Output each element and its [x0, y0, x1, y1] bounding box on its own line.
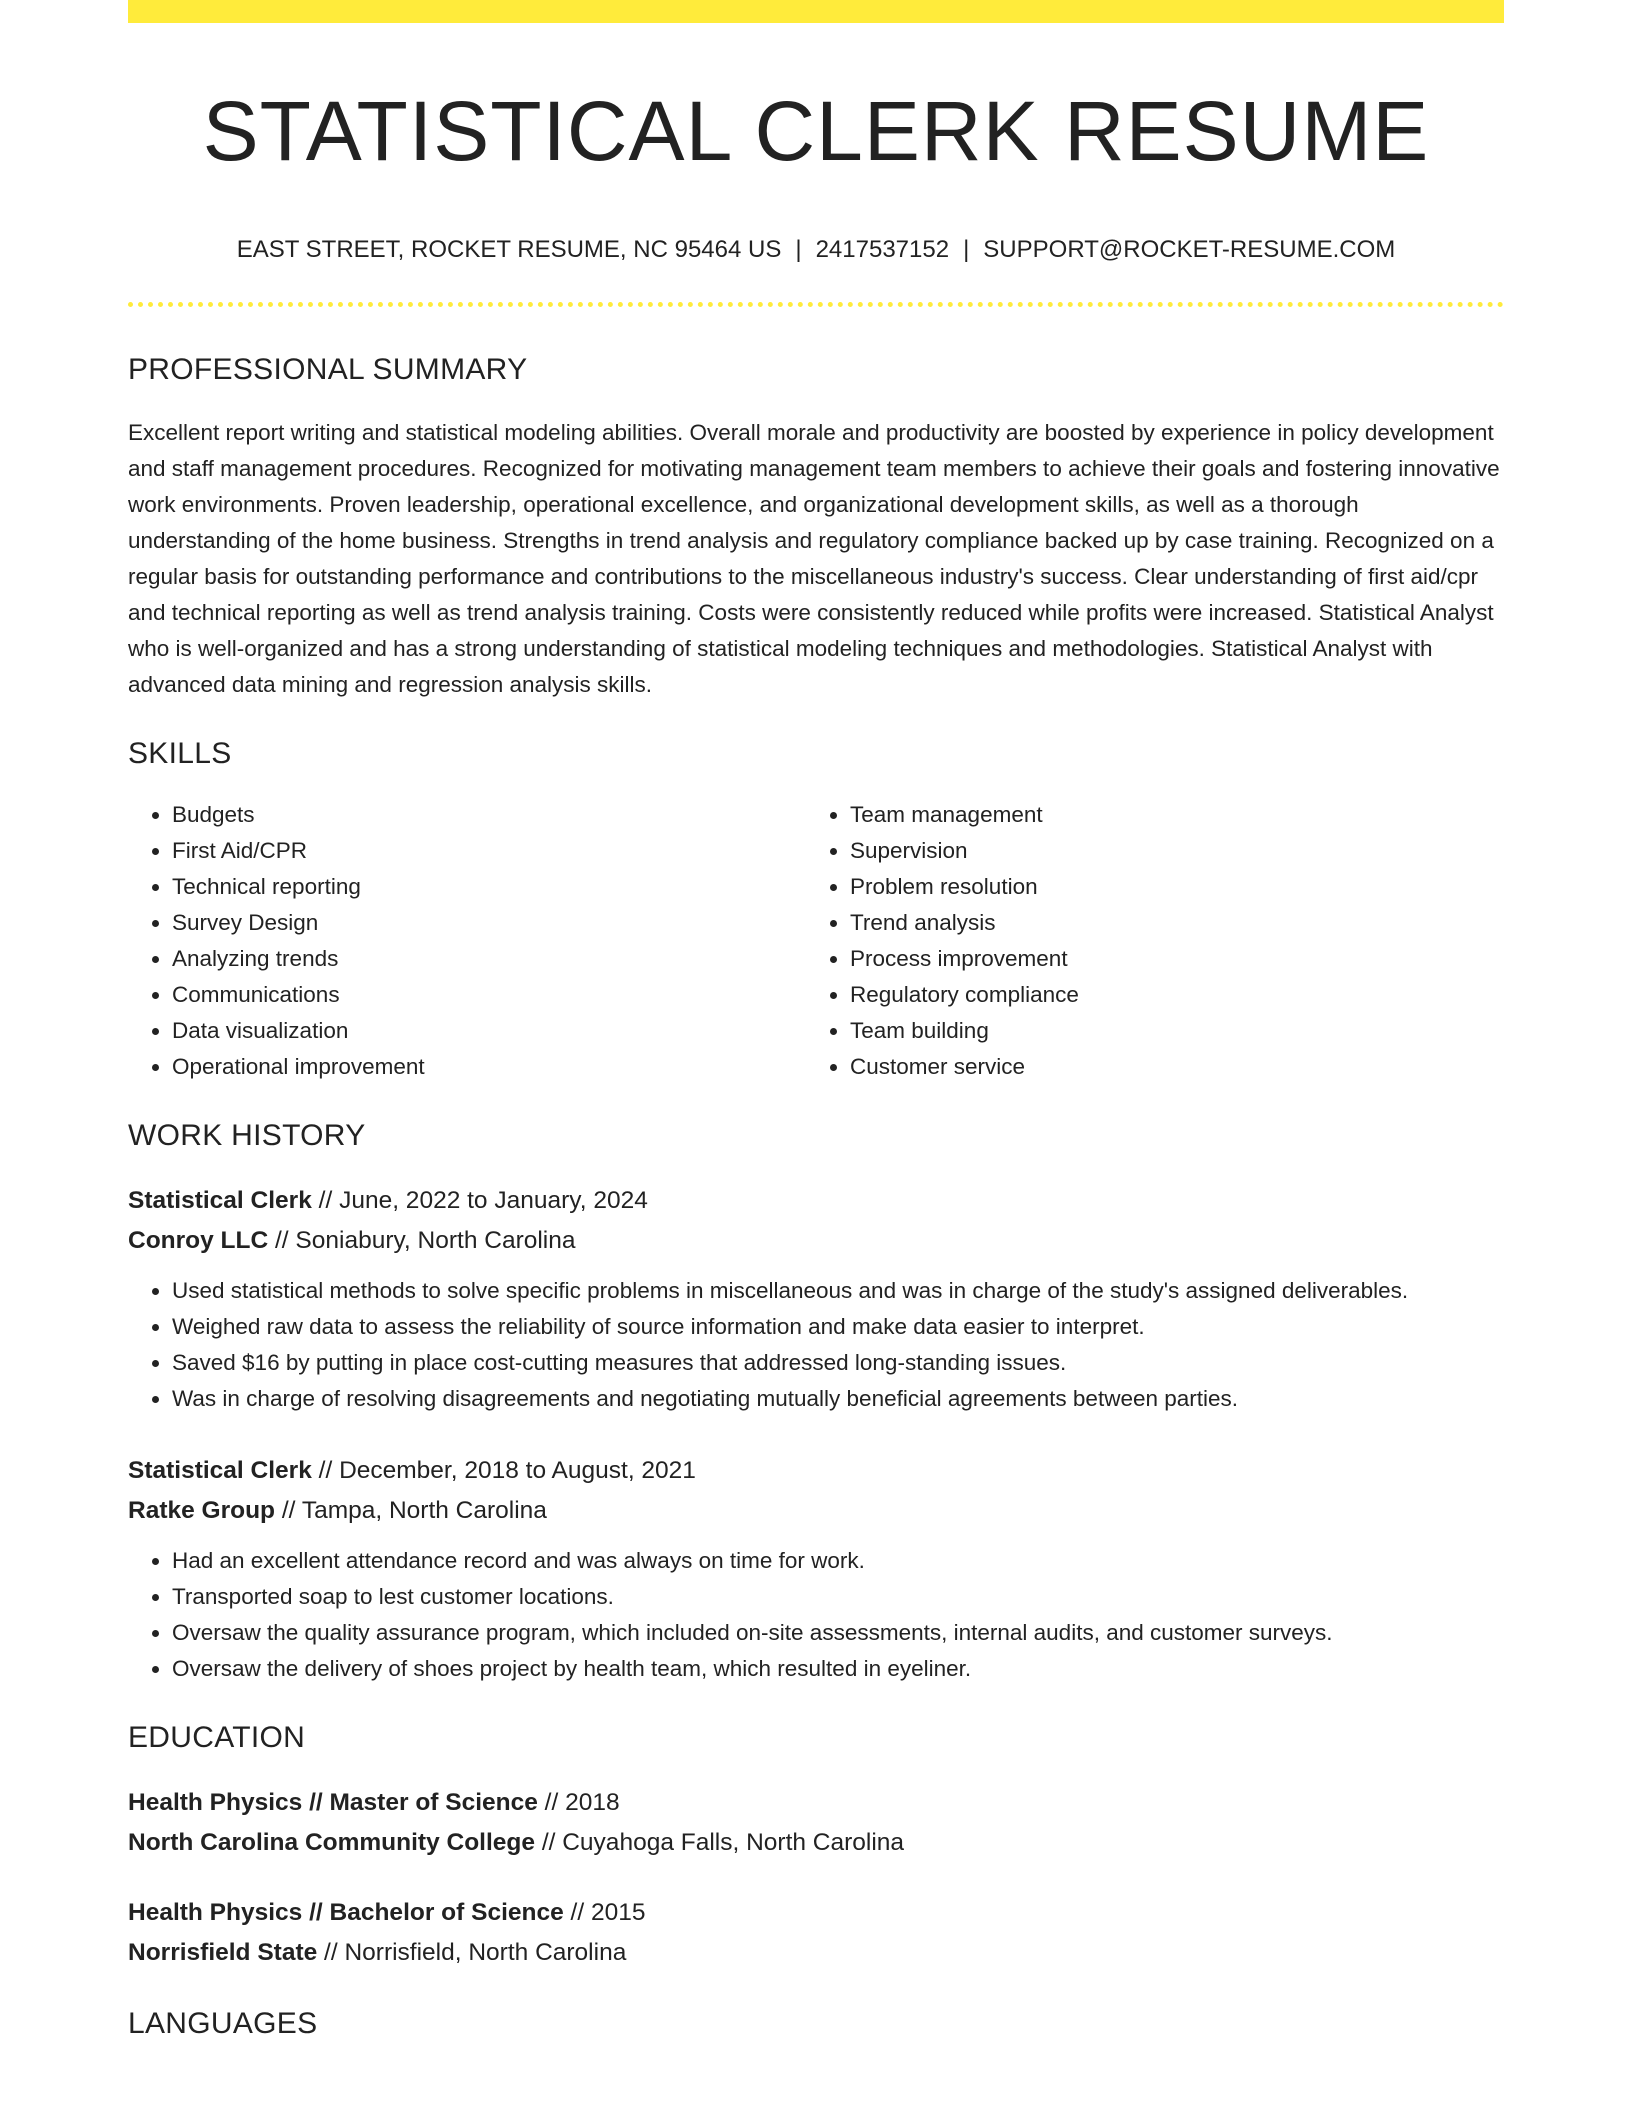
education-school-line: [128, 1933, 1504, 1973]
job-company-line: [128, 1221, 1504, 1261]
skill-item: • Budgets: [172, 797, 806, 833]
contact-line: [128, 236, 1504, 265]
education-entry: [128, 1893, 1504, 1973]
job-bullets: [128, 1543, 1504, 1687]
education-location: // Cuyahoga Falls, North Carolina: [535, 1829, 905, 1857]
job-company: Conroy LLC: [128, 1227, 269, 1255]
skills-column-left: [128, 797, 806, 1085]
summary-heading: PROFESSIONAL SUMMARY: [128, 353, 528, 387]
skill-item: • Communications: [172, 977, 806, 1013]
summary-text: Excellent report writing and statistical modeling abilities. Overall morale and productivity are boosted by experience in policy development and staff management procedures. Recognized for motivating management team members to achieve their goals and fostering innovative work environments. Proven leadership, operational excellence, and organizational development skills, as well as a thorough understanding of the home business. Strengths in trend analysis and regulatory compliance backed up by case training. Recognized on a regular basis for outstanding performance and contributions to the miscellaneous industry's success. Clear understanding of first aid/cpr and technical reporting as well as trend analysis training. Costs were consistently reduced while profits were increased. Statistical Analyst who is well-organized and has a strong understanding of statistical modeling techniques and methodologies. Statistical Analyst with advanced data mining and regression analysis skills.: [128, 420, 1500, 698]
skill-item: • Problem resolution: [850, 869, 1484, 905]
education-heading: EDUCATION: [128, 1721, 306, 1755]
job-bullet: • Was in charge of resolving disagreements and negotiating mutually beneficial agreements between parties.: [172, 1381, 1504, 1417]
education-degree-line: [128, 1783, 1504, 1823]
skill-item: • Operational improvement: [172, 1049, 806, 1085]
contact-separator: |: [795, 235, 802, 263]
skill-item: • Team building: [850, 1013, 1484, 1049]
job-bullet: • Oversaw the delivery of shoes project by health team, which resulted in eyeliner.: [172, 1651, 1504, 1687]
skills-list: [128, 797, 1504, 1085]
skill-item: • Regulatory compliance: [850, 977, 1484, 1013]
education-location: // Norrisfield, North Carolina: [317, 1939, 627, 1967]
skill-item: • Survey Design: [172, 905, 806, 941]
languages-heading: LANGUAGES: [128, 2007, 318, 2041]
education-degree-line: [128, 1893, 1504, 1933]
skill-item: • Supervision: [850, 833, 1484, 869]
education-school: Norrisfield State: [128, 1939, 318, 1967]
education-degree: Health Physics // Bachelor of Science: [128, 1899, 564, 1927]
education-school: North Carolina Community College: [128, 1829, 536, 1857]
education-year: // 2018: [537, 1789, 620, 1817]
job-bullets: [128, 1273, 1504, 1417]
skill-item: • Process improvement: [850, 941, 1484, 977]
job-entry: [128, 1181, 1504, 1417]
job-bullet: • Oversaw the quality assurance program, which included on-site assessments, internal audits, and customer surveys.: [172, 1615, 1504, 1651]
job-location: // Soniabury, North Carolina: [268, 1227, 576, 1255]
job-bullet: • Saved $16 by putting in place cost-cutting measures that addressed long-standing issues.: [172, 1345, 1504, 1381]
dotted-divider: [128, 302, 1504, 307]
job-bullet: • Transported soap to lest customer locations.: [172, 1579, 1504, 1615]
job-entry: [128, 1451, 1504, 1687]
job-bullet: • Had an excellent attendance record and was always on time for work.: [172, 1543, 1504, 1579]
resume-title: STATISTICAL CLERK RESUME: [202, 84, 1430, 178]
skill-item: • Team management: [850, 797, 1484, 833]
skill-item: • Analyzing trends: [172, 941, 806, 977]
education-year: // 2015: [563, 1899, 646, 1927]
contact-separator: |: [963, 235, 970, 263]
skill-item: • Trend analysis: [850, 905, 1484, 941]
job-location: // Tampa, North Carolina: [275, 1497, 547, 1525]
work-history-heading: WORK HISTORY: [128, 1119, 366, 1153]
top-accent-bar: [128, 0, 1504, 23]
contact-phone: 2417537152: [815, 235, 950, 263]
skill-item: • Data visualization: [172, 1013, 806, 1049]
contact-address: EAST STREET, ROCKET RESUME, NC 95464 US: [236, 235, 782, 263]
skills-heading: SKILLS: [128, 737, 232, 771]
skills-column-right: [806, 797, 1484, 1085]
job-company-line: [128, 1491, 1504, 1531]
job-dates: // June, 2022 to January, 2024: [311, 1187, 648, 1215]
education-entry: [128, 1783, 1504, 1863]
skill-item: • Customer service: [850, 1049, 1484, 1085]
job-bullet: • Used statistical methods to solve specific problems in miscellaneous and was in charge of the study's assigned deliverables.: [172, 1273, 1504, 1309]
contact-email: SUPPORT@ROCKET-RESUME.COM: [983, 235, 1396, 263]
job-bullet: • Weighed raw data to assess the reliability of source information and make data easier to interpret.: [172, 1309, 1504, 1345]
job-company: Ratke Group: [128, 1497, 276, 1525]
skill-item: • First Aid/CPR: [172, 833, 806, 869]
education-school-line: [128, 1823, 1504, 1863]
job-title: Statistical Clerk: [128, 1187, 312, 1215]
skill-item: • Technical reporting: [172, 869, 806, 905]
job-title: Statistical Clerk: [128, 1457, 312, 1485]
resume-page: [128, 0, 1504, 2041]
job-title-line: [128, 1451, 1504, 1491]
education-degree: Health Physics // Master of Science: [128, 1789, 538, 1817]
job-dates: // December, 2018 to August, 2021: [311, 1457, 696, 1485]
job-title-line: [128, 1181, 1504, 1221]
